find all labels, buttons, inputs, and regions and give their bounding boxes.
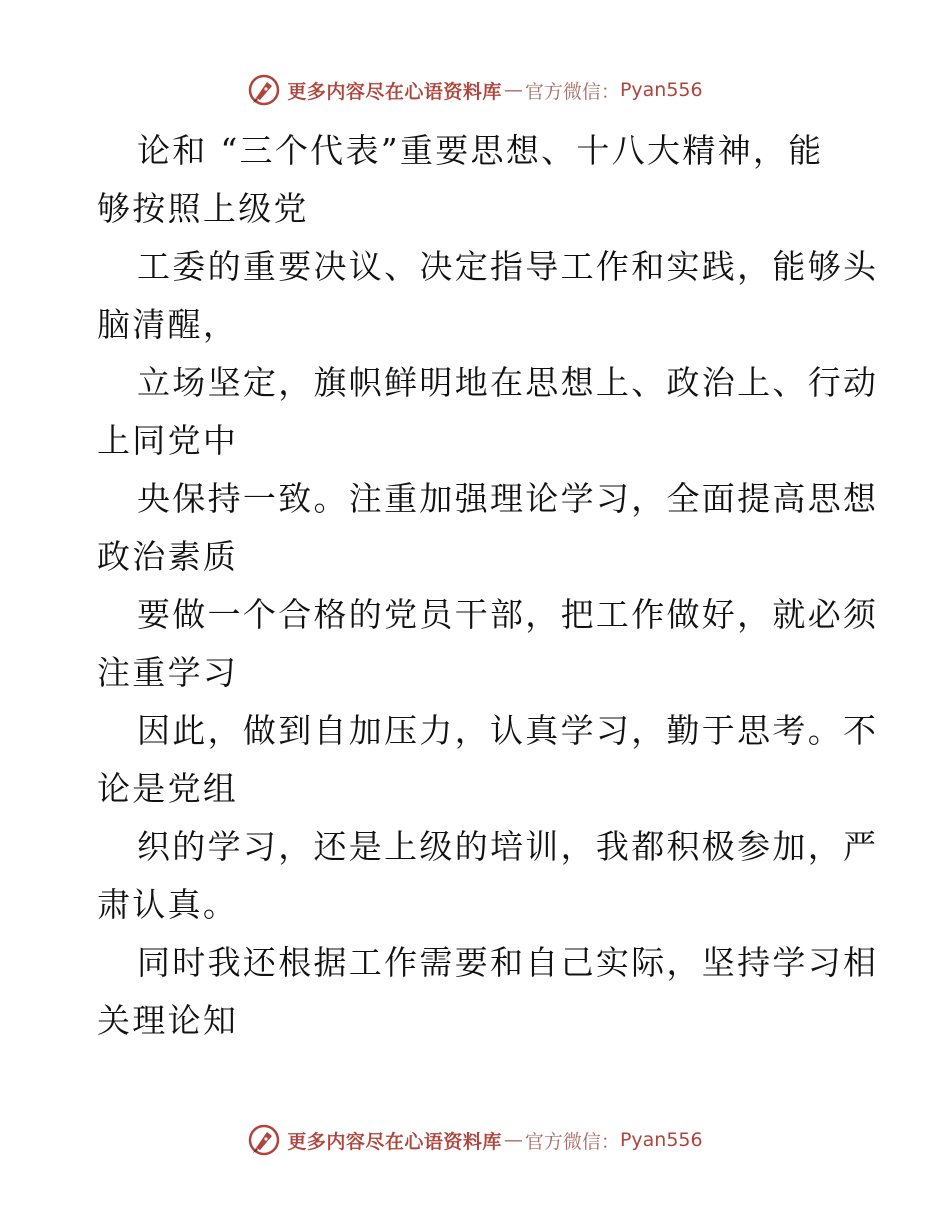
body-line: 因此，做到自加压力，认真学习，勤于思考。不 — [137, 711, 879, 750]
body-line: 论是党组 — [97, 769, 239, 808]
header-banner-wechat-id: Pyan556 — [619, 79, 703, 101]
body-line: 工委的重要决议、决定指导工作和实践，能够头 — [137, 247, 879, 286]
header-banner — [0, 70, 950, 110]
pen-nib-circle-icon — [247, 73, 281, 107]
body-line: 织的学习，还是上级的培训，我都积极参加，严 — [137, 827, 879, 866]
body-line: 论和 “三个代表”重要思想、十八大精神，能 — [137, 131, 824, 170]
document-body — [97, 122, 879, 1050]
footer-banner-title: 更多内容尽在心语资料库 — [287, 1130, 502, 1153]
footer-banner-content — [247, 1123, 702, 1157]
body-line: 要做一个合格的党员干部，把工作做好，就必须 — [137, 595, 879, 634]
body-line: 肃认真。 — [97, 885, 239, 924]
body-line: 同时我还根据工作需要和自己实际，坚持学习相 — [137, 943, 879, 982]
footer-banner-wechat-label: 官方微信： — [524, 1130, 620, 1153]
body-line: 上同党中 — [97, 421, 239, 460]
footer-banner-wechat-id: Pyan556 — [619, 1129, 703, 1151]
body-line: 脑清醒， — [97, 305, 239, 344]
body-line: 够按照上级党 — [97, 189, 309, 228]
body-line: 立场坚定，旗帜鲜明地在思想上、政治上、行动 — [137, 363, 879, 402]
body-line: 关理论知 — [97, 1001, 239, 1040]
header-banner-title: 更多内容尽在心语资料库 — [287, 80, 502, 103]
header-banner-wechat-label: 官方微信： — [524, 80, 620, 103]
pen-nib-circle-icon — [247, 1123, 281, 1157]
header-banner-dash: — — [503, 79, 523, 101]
footer-banner-dash: — — [503, 1129, 523, 1151]
header-banner-content — [247, 73, 702, 107]
body-line: 央保持一致。注重加强理论学习，全面提高思想 — [137, 479, 879, 518]
footer-banner — [0, 1120, 950, 1160]
body-line: 政治素质 — [97, 537, 239, 576]
body-line: 注重学习 — [97, 653, 239, 692]
